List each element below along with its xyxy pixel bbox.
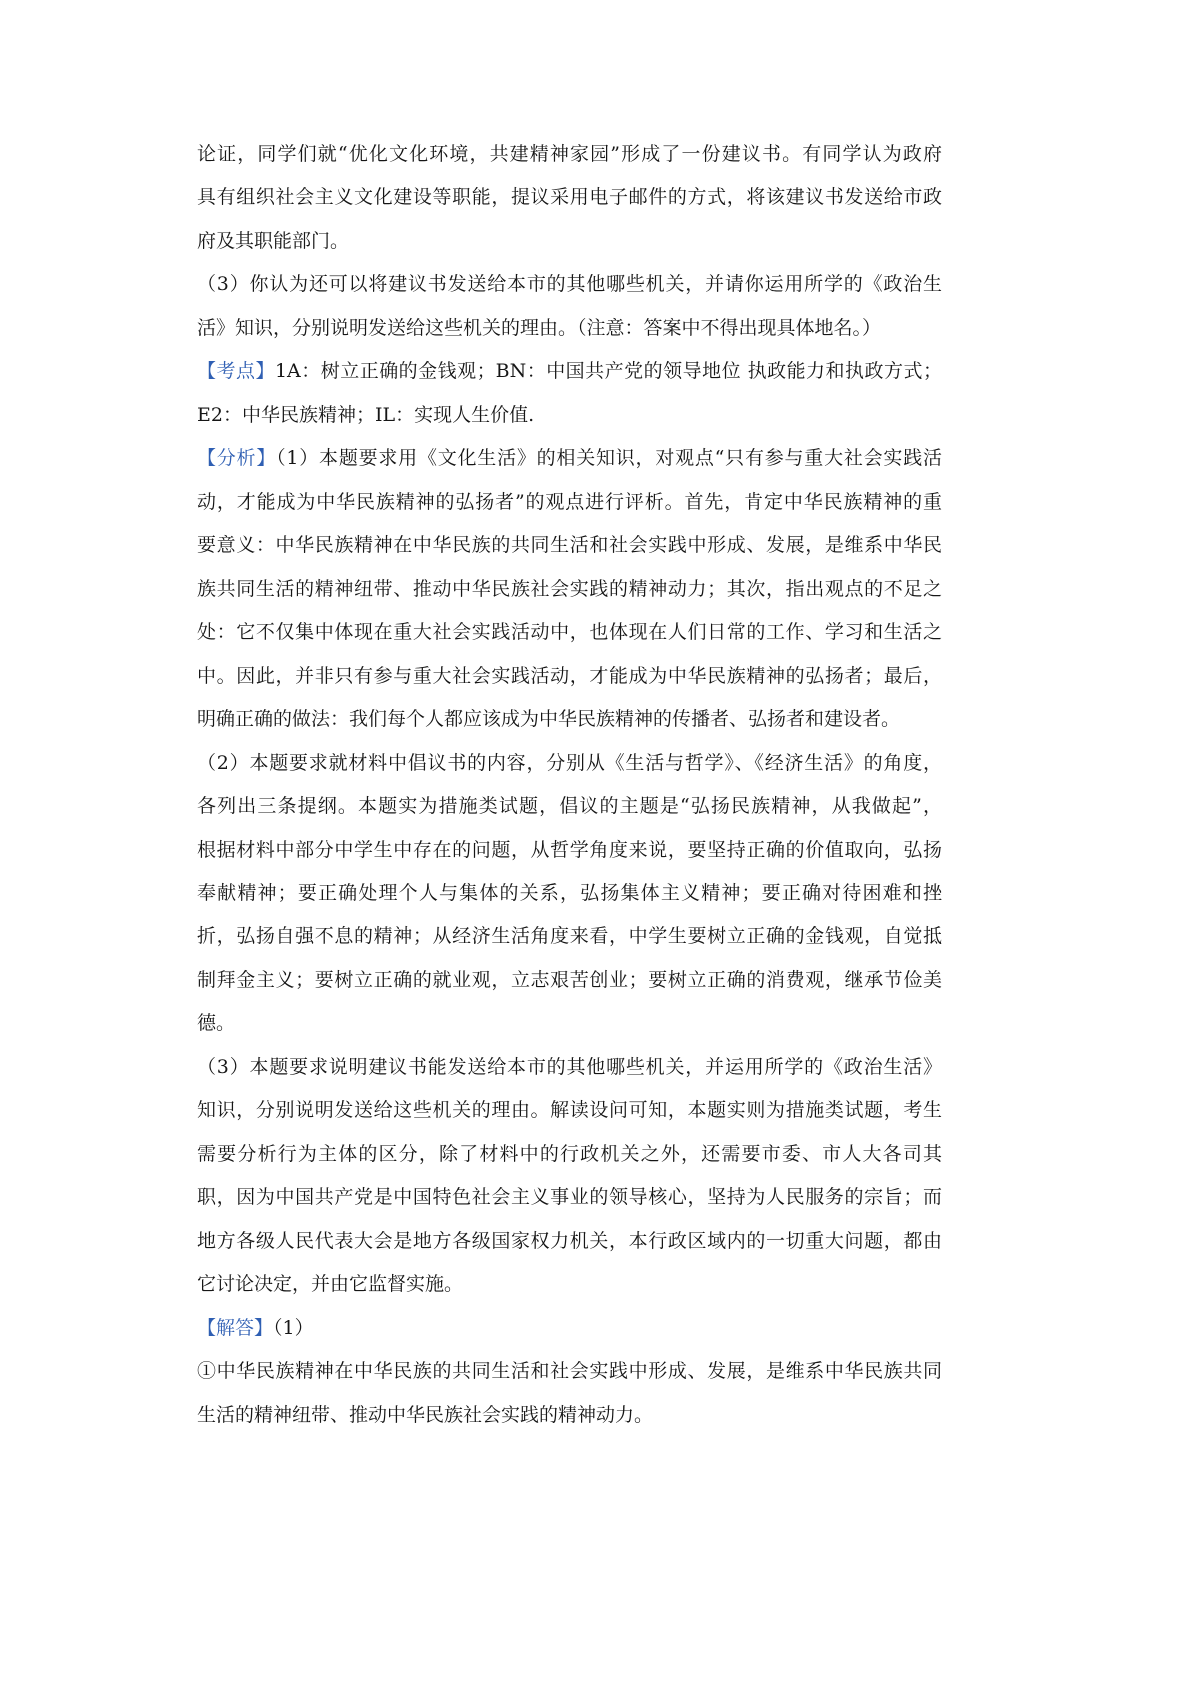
text-line: 明确正确的做法：我们每个人都应该成为中华民族精神的传播者、弘扬者和建设者。 [197,708,901,731]
text-line: 它讨论决定，并由它监督实施。 [197,1273,464,1296]
section-label-key-points: 【考点】 [197,360,275,383]
text-line: 奉献精神；要正确处理个人与集体的关系，弘扬集体主义精神；要正确对待困难和挫 [197,881,942,904]
text-line: 根据材料中部分中学生中存在的问题，从哲学角度来说，要坚持正确的价值取向，弘扬 [197,838,942,861]
text-line [197,1307,942,1350]
text-line: 折，弘扬自强不息的精神；从经济生活角度来看，中学生要树立正确的金钱观，自觉抵 [197,925,942,948]
paragraph-answer-point-1 [197,1350,942,1437]
paragraph-answer-heading [197,1307,942,1350]
text-line: 需要分析行为主体的区分，除了材料中的行政机关之外，还需要市委、市人大各司其 [197,1142,942,1165]
text-line: 德。 [197,1012,236,1035]
text-line: 活》知识，分别说明发送给这些机关的理由。（注意：答案中不得出现具体地名。） [197,316,882,339]
text-line: （3）本题要求说明建议书能发送给本市的其他哪些机关，并运用所学的《政治生活》 [197,1055,942,1078]
paragraph-question-3 [197,263,942,350]
text-line [197,437,942,480]
text-line: 府及其职能部门。 [197,229,350,252]
paragraph-analysis-1 [197,437,942,741]
text-line [197,350,942,393]
text-line: E2：中华民族精神；IL：实现人生价值. [197,403,535,426]
paragraph-analysis-3 [197,1046,942,1307]
text-line: 论证，同学们就“优化文化环境，共建精神家园”形成了一份建议书。有同学认为政府 [197,143,942,165]
text-line: 具有组织社会主义文化建设等职能，提议采用电子邮件的方式，将该建议书发送给市政 [197,186,942,209]
paragraph-material-continuation [197,133,942,263]
section-label-answer: 【解答】 [197,1316,274,1339]
text-line: 地方各级人民代表大会是地方各级国家权力机关，本行政区域内的一切重大问题，都由 [197,1229,942,1252]
document-body [197,133,942,1437]
text-line: 生活的精神纽带、推动中华民族社会实践的精神动力。 [197,1403,654,1426]
text-segment: （1）本题要求用《文化生活》的相关知识，对观点“只有参与重大社会实践活 [276,447,942,470]
text-line: 制拜金主义；要树立正确的就业观，立志艰苦创业；要树立正确的消费观，继承节俭美 [197,968,942,991]
text-line: 各列出三条提纲。本题实为措施类试题，倡议的主题是“弘扬民族精神，从我做起”， [197,795,942,818]
text-line: 职，因为中国共产党是中国特色社会主义事业的领导核心，坚持为人民服务的宗旨；而 [197,1186,942,1209]
text-segment: （1） [273,1316,314,1339]
text-line: 动，才能成为中华民族精神的弘扬者”的观点进行评析。首先，肯定中华民族精神的重 [197,490,942,513]
text-line: 知识，分别说明发送给这些机关的理由。解读设问可知，本题实则为措施类试题，考生 [197,1099,942,1122]
section-label-analysis: 【分析】 [197,447,277,470]
text-line: （3）你认为还可以将建议书发送给本市的其他哪些机关，并请你运用所学的《政治生 [197,273,942,296]
text-segment: 1A：树立正确的金钱观；BN：中国共产党的领导地位 执政能力和执政方式； [274,360,942,383]
text-line: 族共同生活的精神纽带、推动中华民族社会实践的精神动力；其次，指出观点的不足之 [197,577,942,600]
paragraph-key-points [197,350,942,437]
paragraph-analysis-2 [197,742,942,1046]
text-line: 要意义：中华民族精神在中华民族的共同生活和社会实践中形成、发展，是维系中华民 [197,534,942,557]
text-line: ①中华民族精神在中华民族的共同生活和社会实践中形成、发展，是维系中华民族共同 [197,1360,942,1383]
text-line: （2）本题要求就材料中倡议书的内容，分别从《生活与哲学》、《经济生活》的角度， [197,751,942,774]
text-line: 处：它不仅集中体现在重大社会实践活动中，也体现在人们日常的工作、学习和生活之 [197,621,942,644]
text-line: 中。因此，并非只有参与重大社会实践活动，才能成为中华民族精神的弘扬者；最后， [197,664,942,687]
